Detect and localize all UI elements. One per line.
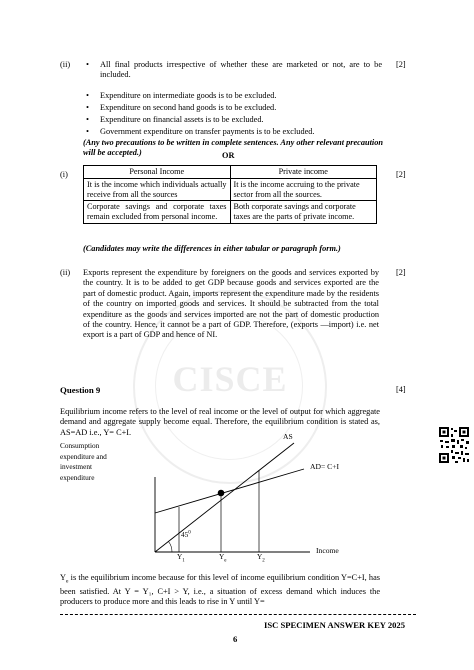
bullet-dot: •	[86, 90, 90, 100]
bullet-item: Expenditure on intermediate goods is to be excluded.	[100, 91, 277, 100]
bullet-item: All final products irrespective of whether these are marketed or not, are to be included.	[100, 60, 382, 80]
bullet-item: Expenditure on second hand goods is to be excluded.	[100, 103, 277, 112]
diagram-y-axis-label: Consumption expenditure and investment expenditure	[60, 441, 107, 482]
footer-divider	[60, 614, 416, 615]
table-cell: Corporate savings and corporate taxes remain excluded from personal income.	[84, 201, 231, 224]
exports-paragraph: Exports represent the expenditure by foreigners on the goods and services exported by the country. It is to be added to get GDP because goods and services exported are the part of domestic product. Again, imports represent the expenditure made by the residents of the country on imported goods and services. It should be subtracted from the total expenditure as the goods and services imported are not the part of domestic production of the country. Hence, it cannot be a part of GDP. Therefore, (exports —import) i.e. net export is a part of GDP and hence of NI.	[83, 268, 379, 340]
question-9-title: Question 9	[60, 385, 101, 395]
ad-line	[155, 469, 304, 513]
part-i-marks: [2]	[396, 170, 406, 179]
angle-label: $45^0$	[181, 530, 191, 539]
part-ii-b-number: (ii)	[60, 268, 71, 277]
part-i-number: (i)	[60, 170, 68, 179]
bullet-item: Government expenditure on transfer payments is to be excluded.	[100, 127, 315, 136]
as-line	[155, 443, 294, 552]
part-ii-b-marks: [2]	[396, 268, 406, 277]
table-cell: It is the income accruing to the private sector from all the sources.	[230, 178, 377, 201]
bullet-dot: •	[86, 59, 90, 69]
y1-tick-label: $Y_1$	[177, 552, 185, 564]
x-axis-label: Income	[316, 546, 339, 555]
question-9-intro: Equilibrium income refers to the level of real income or the level of output for which aggregate demand and aggregate supply become equal. Therefore, the equilibrium condition is stated as, AS=AD i.e., Y= C+I.	[60, 407, 380, 437]
or-label: OR	[222, 151, 235, 160]
table-note: (Candidates may write the differences in either tabular or paragraph form.)	[83, 244, 341, 253]
watermark-text: CISCE	[172, 359, 288, 399]
equilibrium-point	[218, 490, 225, 497]
page-number: 6	[233, 634, 238, 644]
bullet-item: Expenditure on financial assets is to be excluded.	[100, 115, 264, 124]
table-cell: It is the income which individuals actually receive from all the sources	[84, 178, 231, 201]
as-curve-label: AS	[283, 432, 293, 441]
ye-tick-label: $Y_e$	[219, 552, 227, 564]
footer-title: ISC SPECIMEN ANSWER KEY 2025	[264, 620, 406, 630]
table-header: Personal Income	[84, 166, 231, 179]
bullet-dot: •	[86, 102, 90, 112]
bullet-dot: •	[86, 126, 90, 136]
question-9-marks: [4]	[396, 385, 406, 394]
angle-arc	[169, 542, 173, 553]
question-9-conclusion: $Y_e$ is the equilibrium income because for this level of income equilibrium condition Y=C+I, has been satisfied. At Y = Y₁, C+I > Y, i.e., a situation of excess demand which induces the producers to produce more and this leads to rise in Y until Y=	[60, 573, 380, 607]
part-ii-marks: [2]	[396, 60, 406, 69]
bullet-dot: •	[86, 114, 90, 124]
precaution-note: (Any two precautions to be written in complete sentences. Any other relevant precaution will be accepted.)	[83, 138, 383, 158]
part-ii-number: (ii)	[60, 60, 71, 69]
table-cell: Both corporate savings and corporate taxes are the parts of private income.	[230, 201, 377, 224]
ad-curve-label: AD= C+I	[310, 462, 340, 471]
table-header: Private income	[230, 166, 377, 179]
y2-tick-label: $Y_2$	[257, 552, 265, 564]
